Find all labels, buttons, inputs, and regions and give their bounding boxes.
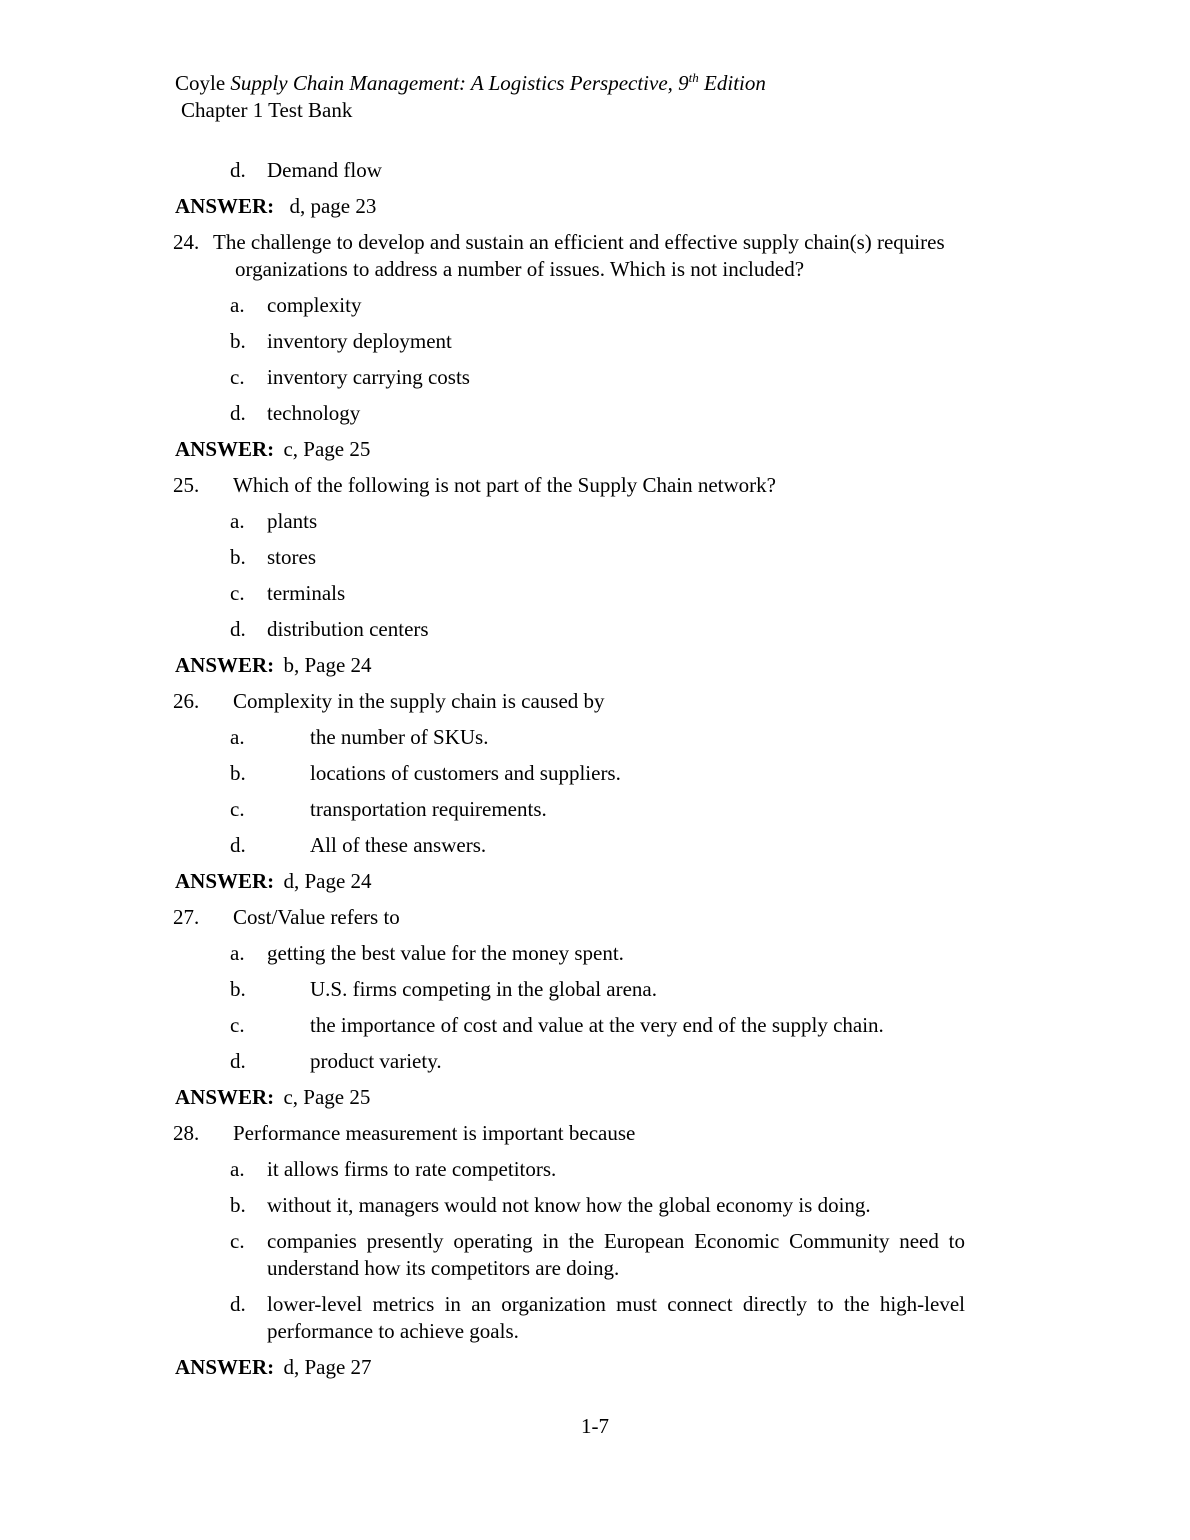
option-row bbox=[175, 796, 965, 823]
option-row bbox=[175, 364, 965, 391]
option-row bbox=[175, 616, 965, 643]
option-row bbox=[175, 1291, 965, 1345]
option-row bbox=[175, 508, 965, 535]
page-number: 1-7 bbox=[581, 1414, 609, 1438]
option-row bbox=[175, 1012, 965, 1039]
option-letter: a. bbox=[230, 509, 245, 533]
option-row bbox=[175, 724, 965, 751]
question-text: Cost/Value refers to bbox=[233, 905, 400, 929]
answer-label: ANSWER: bbox=[175, 653, 275, 677]
option-letter: d. bbox=[230, 1049, 246, 1073]
question-number: 27. bbox=[173, 905, 200, 929]
answer-text: c, Page 25 bbox=[283, 437, 371, 461]
option-text: inventory carrying costs bbox=[267, 365, 470, 389]
answer-text: c, Page 25 bbox=[283, 1085, 371, 1109]
question-text: Performance measurement is important because bbox=[233, 1121, 636, 1145]
question-row bbox=[175, 688, 965, 715]
question-number: 26. bbox=[173, 689, 200, 713]
question-row bbox=[175, 229, 965, 283]
option-text: getting the best value for the money spent. bbox=[267, 941, 624, 965]
answer-row bbox=[175, 193, 965, 220]
question-row bbox=[175, 472, 965, 499]
option-row bbox=[175, 1048, 965, 1075]
answer-row bbox=[175, 1084, 965, 1111]
answer-label: ANSWER: bbox=[175, 869, 275, 893]
answer-text: b, Page 24 bbox=[283, 653, 372, 677]
answer-row bbox=[175, 652, 965, 679]
question-number: 24. bbox=[173, 230, 200, 254]
option-text: it allows firms to rate competitors. bbox=[267, 1157, 557, 1181]
option-text: complexity bbox=[267, 293, 362, 317]
option-text: transportation requirements. bbox=[310, 797, 547, 821]
question-number: 28. bbox=[173, 1121, 200, 1145]
option-letter: a. bbox=[230, 293, 245, 317]
option-text: distribution centers bbox=[267, 617, 429, 641]
option-letter: c. bbox=[230, 1013, 245, 1037]
option-row bbox=[175, 832, 965, 859]
option-letter: d. bbox=[230, 617, 246, 641]
answer-text: d, Page 27 bbox=[283, 1355, 372, 1379]
option-letter: b. bbox=[230, 329, 246, 353]
option-letter: b. bbox=[230, 977, 246, 1001]
option-letter: c. bbox=[230, 797, 245, 821]
option-row bbox=[175, 976, 965, 1003]
edition-superscript: th bbox=[688, 70, 699, 85]
chapter-title: Chapter 1 Test Bank bbox=[181, 98, 353, 122]
option-letter: a. bbox=[230, 941, 245, 965]
option-text: plants bbox=[267, 509, 318, 533]
option-letter: c. bbox=[230, 581, 245, 605]
option-row bbox=[175, 328, 965, 355]
question-row bbox=[175, 904, 965, 931]
option-text: Demand flow bbox=[267, 158, 382, 182]
answer-text: d, Page 24 bbox=[283, 869, 372, 893]
answer-label: ANSWER: bbox=[175, 1085, 275, 1109]
option-text: lower-level metrics in an organization must connect directly to the high-level performance to achieve goals. bbox=[267, 1292, 965, 1343]
option-row bbox=[175, 1192, 965, 1219]
option-text: All of these answers. bbox=[310, 833, 487, 857]
option-letter: a. bbox=[230, 1157, 245, 1181]
option-row bbox=[175, 157, 965, 184]
book-title-italic: Supply Chain Management: A Logistics Perspective, 9 bbox=[230, 71, 689, 95]
option-text: locations of customers and suppliers. bbox=[310, 761, 621, 785]
option-row bbox=[175, 760, 965, 787]
edition-suffix: Edition bbox=[698, 71, 766, 95]
option-letter: b. bbox=[230, 1193, 246, 1217]
option-row bbox=[175, 544, 965, 571]
option-row bbox=[175, 940, 965, 967]
option-text: inventory deployment bbox=[267, 329, 452, 353]
answer-text: d, page 23 bbox=[289, 194, 377, 218]
answer-label: ANSWER: bbox=[175, 194, 275, 218]
answer-label: ANSWER: bbox=[175, 437, 275, 461]
question-text: The challenge to develop and sustain an efficient and effective supply chain(s) requires organizations to address a number of issues. Which is not included? bbox=[213, 230, 945, 281]
question-row bbox=[175, 1120, 965, 1147]
option-text: U.S. firms competing in the global arena. bbox=[310, 977, 658, 1001]
option-letter: c. bbox=[230, 1229, 245, 1253]
option-text: product variety. bbox=[310, 1049, 442, 1073]
option-letter: d. bbox=[230, 833, 246, 857]
option-row bbox=[175, 1156, 965, 1183]
book-author: Coyle bbox=[175, 71, 231, 95]
option-text: technology bbox=[267, 401, 361, 425]
option-text: the number of SKUs. bbox=[310, 725, 489, 749]
option-text: the importance of cost and value at the very end of the supply chain. bbox=[310, 1013, 884, 1037]
option-letter: b. bbox=[230, 545, 246, 569]
option-text: terminals bbox=[267, 581, 346, 605]
question-number: 25. bbox=[173, 473, 200, 497]
question-text: Which of the following is not part of the Supply Chain network? bbox=[233, 473, 776, 497]
option-letter: d. bbox=[230, 1292, 246, 1316]
option-row bbox=[175, 580, 965, 607]
option-row bbox=[175, 292, 965, 319]
answer-row bbox=[175, 868, 965, 895]
answer-row bbox=[175, 1354, 965, 1381]
option-text: stores bbox=[267, 545, 316, 569]
option-letter: d. bbox=[230, 401, 246, 425]
option-letter: d. bbox=[230, 158, 246, 182]
option-text: companies presently operating in the European Economic Community need to understand how its competitors are doing. bbox=[267, 1229, 965, 1280]
option-letter: a. bbox=[230, 725, 245, 749]
option-letter: c. bbox=[230, 365, 245, 389]
book-title bbox=[175, 70, 965, 97]
answer-row bbox=[175, 436, 965, 463]
question-text: Complexity in the supply chain is caused by bbox=[233, 689, 605, 713]
header-spacer bbox=[175, 124, 965, 157]
option-row bbox=[175, 1228, 965, 1282]
option-letter: b. bbox=[230, 761, 246, 785]
answer-label: ANSWER: bbox=[175, 1355, 275, 1379]
option-text: without it, managers would not know how the global economy is doing. bbox=[267, 1193, 871, 1217]
option-row bbox=[175, 400, 965, 427]
